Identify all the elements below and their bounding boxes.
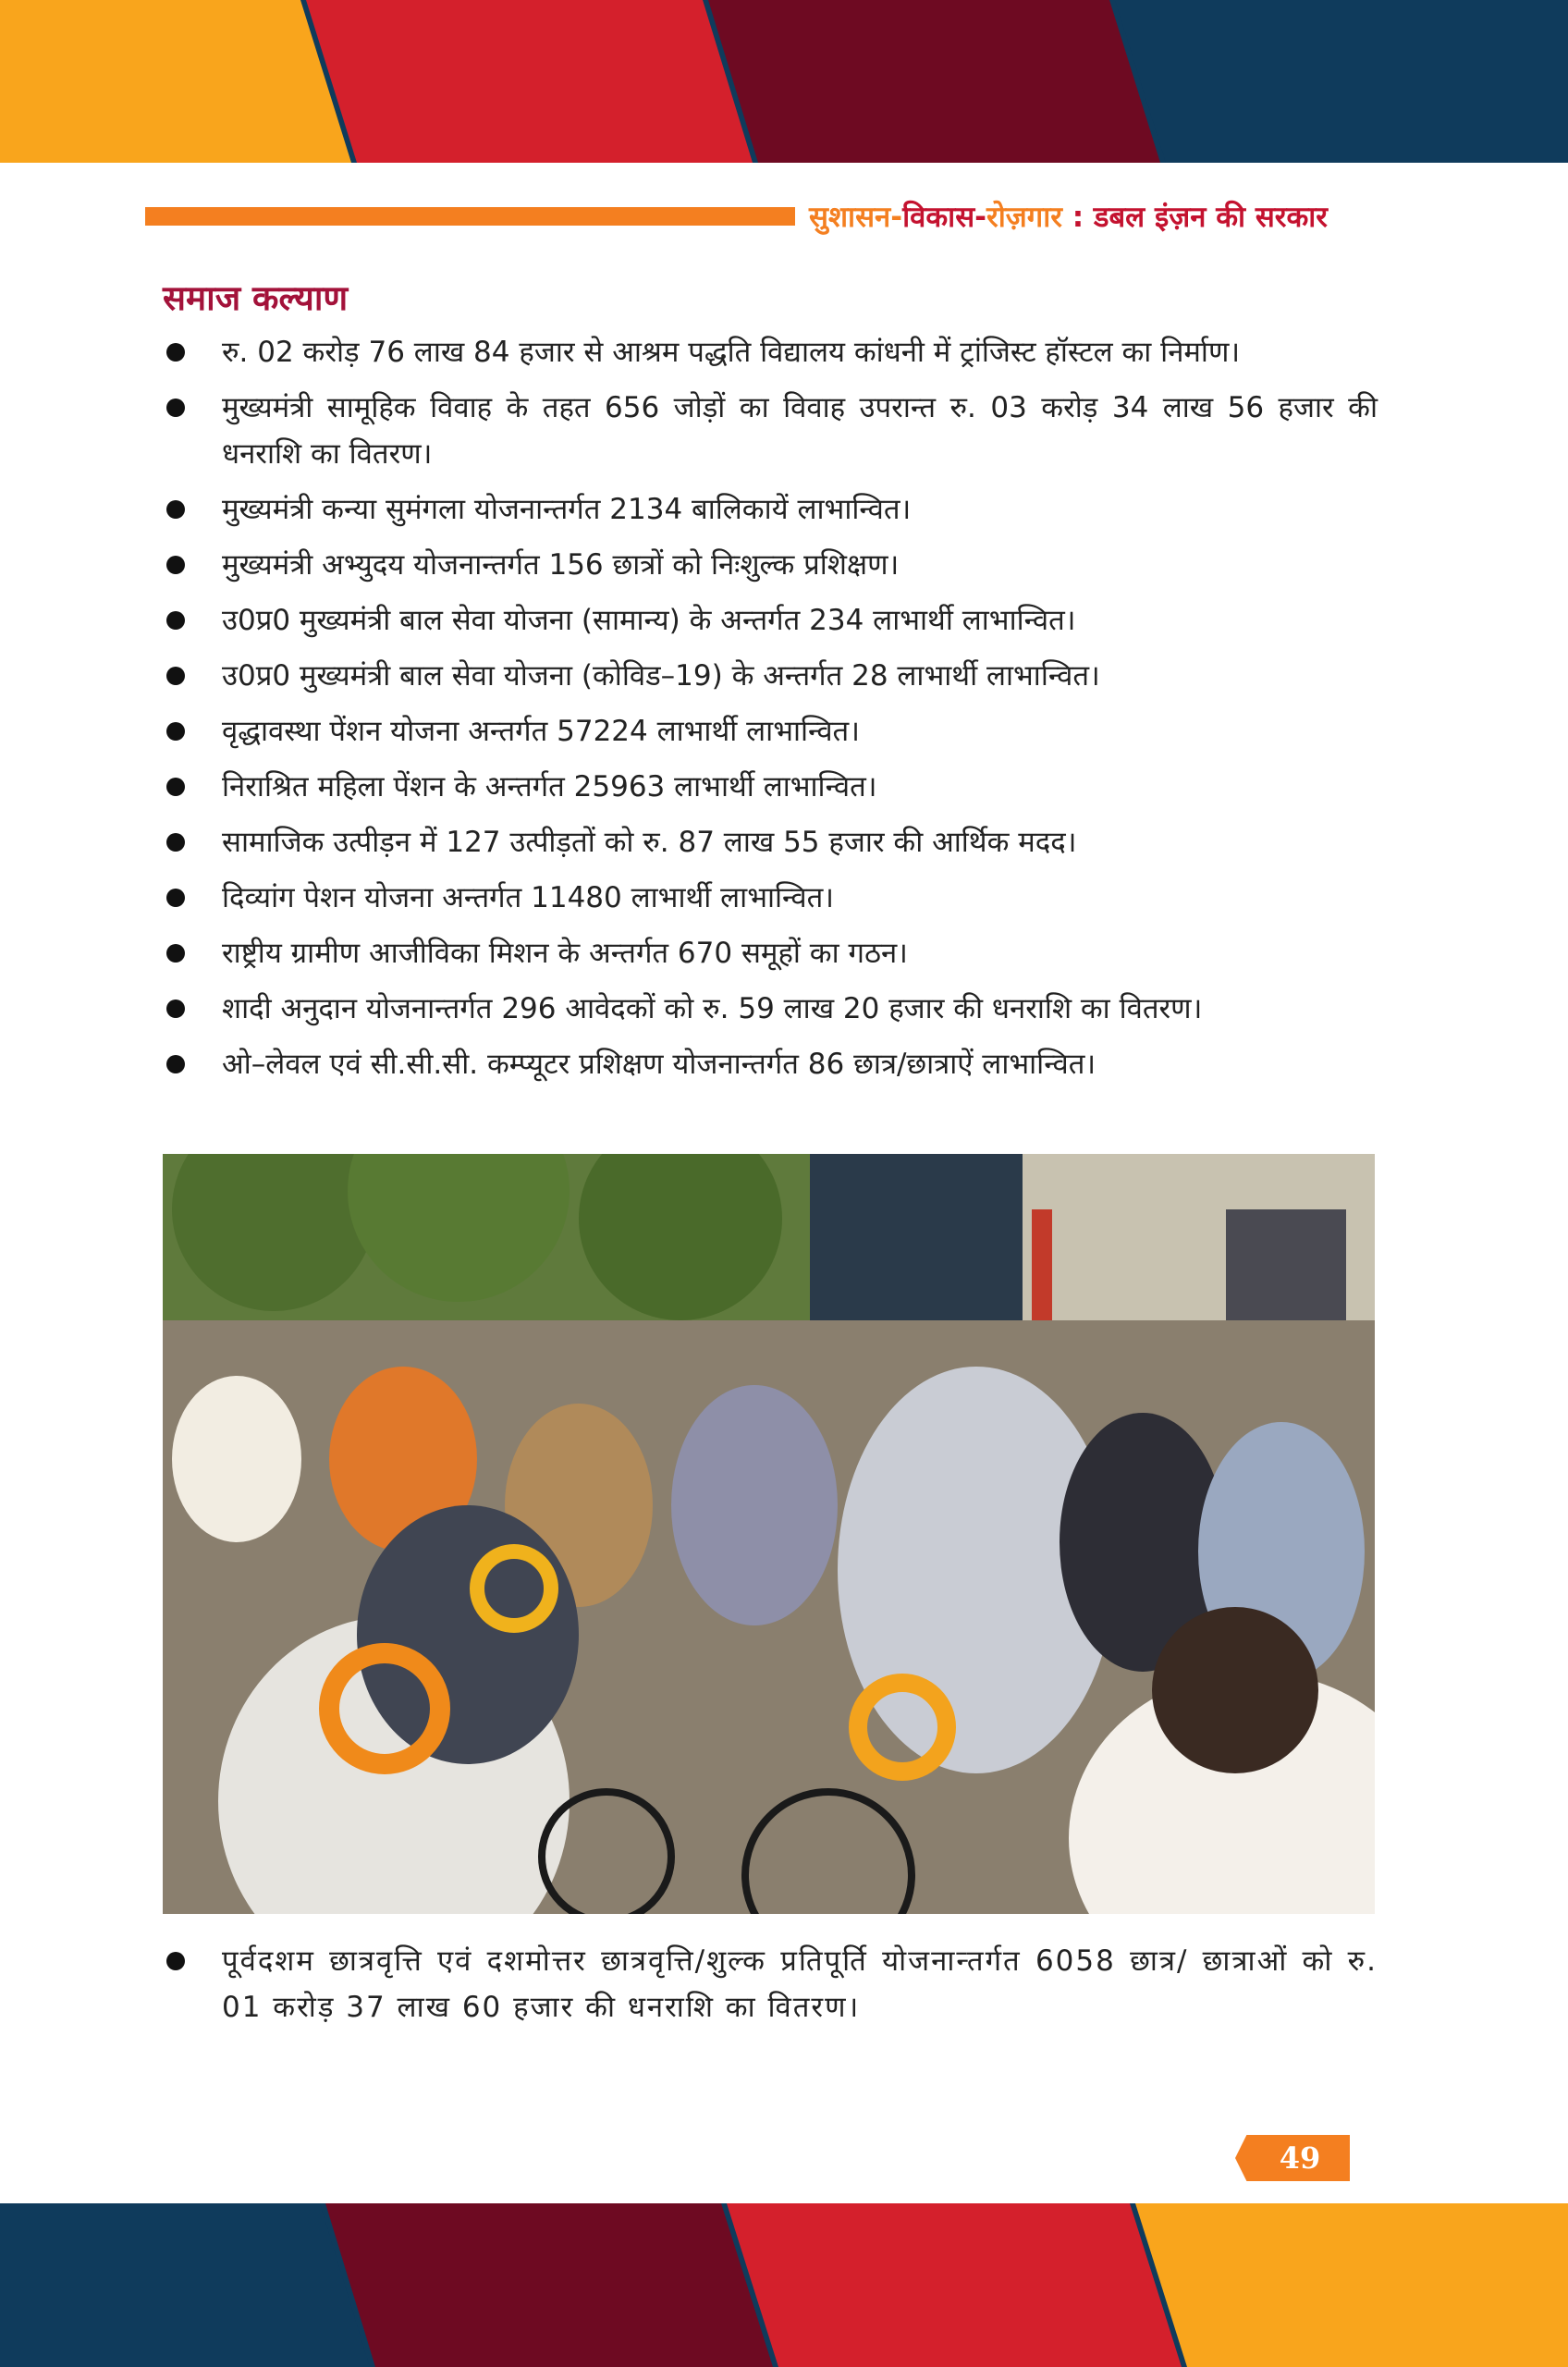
list-item <box>163 329 1378 375</box>
bottom-decorative-band <box>0 2203 1568 2367</box>
list-item-text: ओ–लेवल एवं सी.सी.सी. कम्प्यूटर प्रशिक्षण योजनान्तर्गत 86 छात्र/छात्राऐं लाभान्वित। <box>222 1048 1096 1081</box>
list-item <box>163 385 1378 477</box>
list-item <box>163 708 1378 754</box>
bullet-icon <box>166 611 185 630</box>
list-item <box>163 764 1378 810</box>
list-item-text: वृद्धावस्था पेंशन योजना अन्तर्गत 57224 लाभार्थी लाभान्वित। <box>222 715 860 748</box>
list-item <box>163 930 1378 976</box>
bullet-icon <box>166 889 185 907</box>
list-item <box>163 1041 1378 1087</box>
page-number: 49 <box>1279 2140 1321 2176</box>
bullet-icon <box>166 1055 185 1073</box>
list-item-text: मुख्यमंत्री कन्या सुमंगला योजनान्तर्गत 2134 बालिकायें लाभान्वित। <box>222 493 912 526</box>
list-item-text: रु. 02 करोड़ 76 लाख 84 हजार से आश्रम पद्धति विद्यालय कांधनी में ट्रांजिस्ट हॉस्टल का निर्माण। <box>222 336 1241 369</box>
bullet-icon <box>166 778 185 796</box>
list-item <box>163 986 1378 1032</box>
list-item-text: सामाजिक उत्पीड़न में 127 उत्पीड़तों को रु. 87 लाख 55 हजार की आर्थिक मदद। <box>222 826 1077 859</box>
list-item-text: निराश्रित महिला पेंशन के अन्तर्गत 25963 लाभार्थी लाभान्वित। <box>222 770 877 803</box>
list-item <box>163 875 1378 921</box>
list-item-text: पूर्वदशम छात्रवृत्ति एवं दशमोत्तर छात्रवृत्ति/शुल्क प्रतिपूर्ति योजनान्तर्गत 6058 छात्र/ छात्राओं को रु. 01 करोड़ 37 लाख 60 हजार की धनराशि का वितरण। <box>222 1944 1378 2024</box>
event-photo <box>163 1154 1375 1914</box>
bullet-icon <box>166 500 185 519</box>
top-decorative-band <box>0 0 1568 163</box>
bullet-icon <box>166 1000 185 1018</box>
list-item-text: राष्ट्रीय ग्रामीण आजीविका मिशन के अन्तर्गत 670 समूहों का गठन। <box>222 937 908 970</box>
header-tagline <box>809 198 1410 237</box>
section-heading: समाज कल्याण <box>163 278 349 318</box>
bullet-list <box>163 329 1378 1097</box>
bullet-list-after-photo <box>163 1938 1378 2040</box>
bullet-icon <box>166 944 185 963</box>
list-item <box>163 597 1378 644</box>
list-item <box>163 819 1378 865</box>
tagline-segment: सुशासन- <box>809 201 903 234</box>
tagline-segment: विकास- <box>902 201 987 234</box>
bullet-icon <box>166 399 185 417</box>
list-item-text: मुख्यमंत्री अभ्युदय योजनान्तर्गत 156 छात्रों को निःशुल्क प्रशिक्षण। <box>222 548 900 582</box>
bullet-icon <box>166 556 185 574</box>
list-item <box>163 486 1378 533</box>
list-item-text: उ0प्र0 मुख्यमंत्री बाल सेवा योजना (कोविड–19) के अन्तर्गत 28 लाभार्थी लाभान्वित। <box>222 659 1100 693</box>
list-item-text: शादी अनुदान योजनान्तर्गत 296 आवेदकों को रु. 59 लाख 20 हजार की धनराशि का वितरण। <box>222 992 1203 1025</box>
bullet-icon <box>166 667 185 685</box>
header-rule <box>145 207 795 226</box>
list-item <box>163 653 1378 699</box>
list-item-text: मुख्यमंत्री सामूहिक विवाह के तहत 656 जोड़ों का विवाह उपरान्त रु. 03 करोड़ 34 लाख 56 हजार की धनराशि का वितरण। <box>222 391 1378 471</box>
list-item-text: दिव्यांग पेशन योजना अन्तर्गत 11480 लाभार्थी लाभान्वित। <box>222 881 834 914</box>
bullet-icon <box>166 343 185 362</box>
list-item <box>163 1938 1378 2030</box>
bullet-icon <box>166 722 185 741</box>
tagline-segment: रोज़गार <box>986 201 1062 234</box>
bullet-icon <box>166 833 185 852</box>
bullet-icon <box>166 1952 185 1970</box>
list-item <box>163 542 1378 588</box>
list-item-text: उ0प्र0 मुख्यमंत्री बाल सेवा योजना (सामान्य) के अन्तर्गत 234 लाभार्थी लाभान्वित। <box>222 604 1076 637</box>
tagline-segment: : डबल इंज़न की सरकार <box>1061 201 1328 234</box>
